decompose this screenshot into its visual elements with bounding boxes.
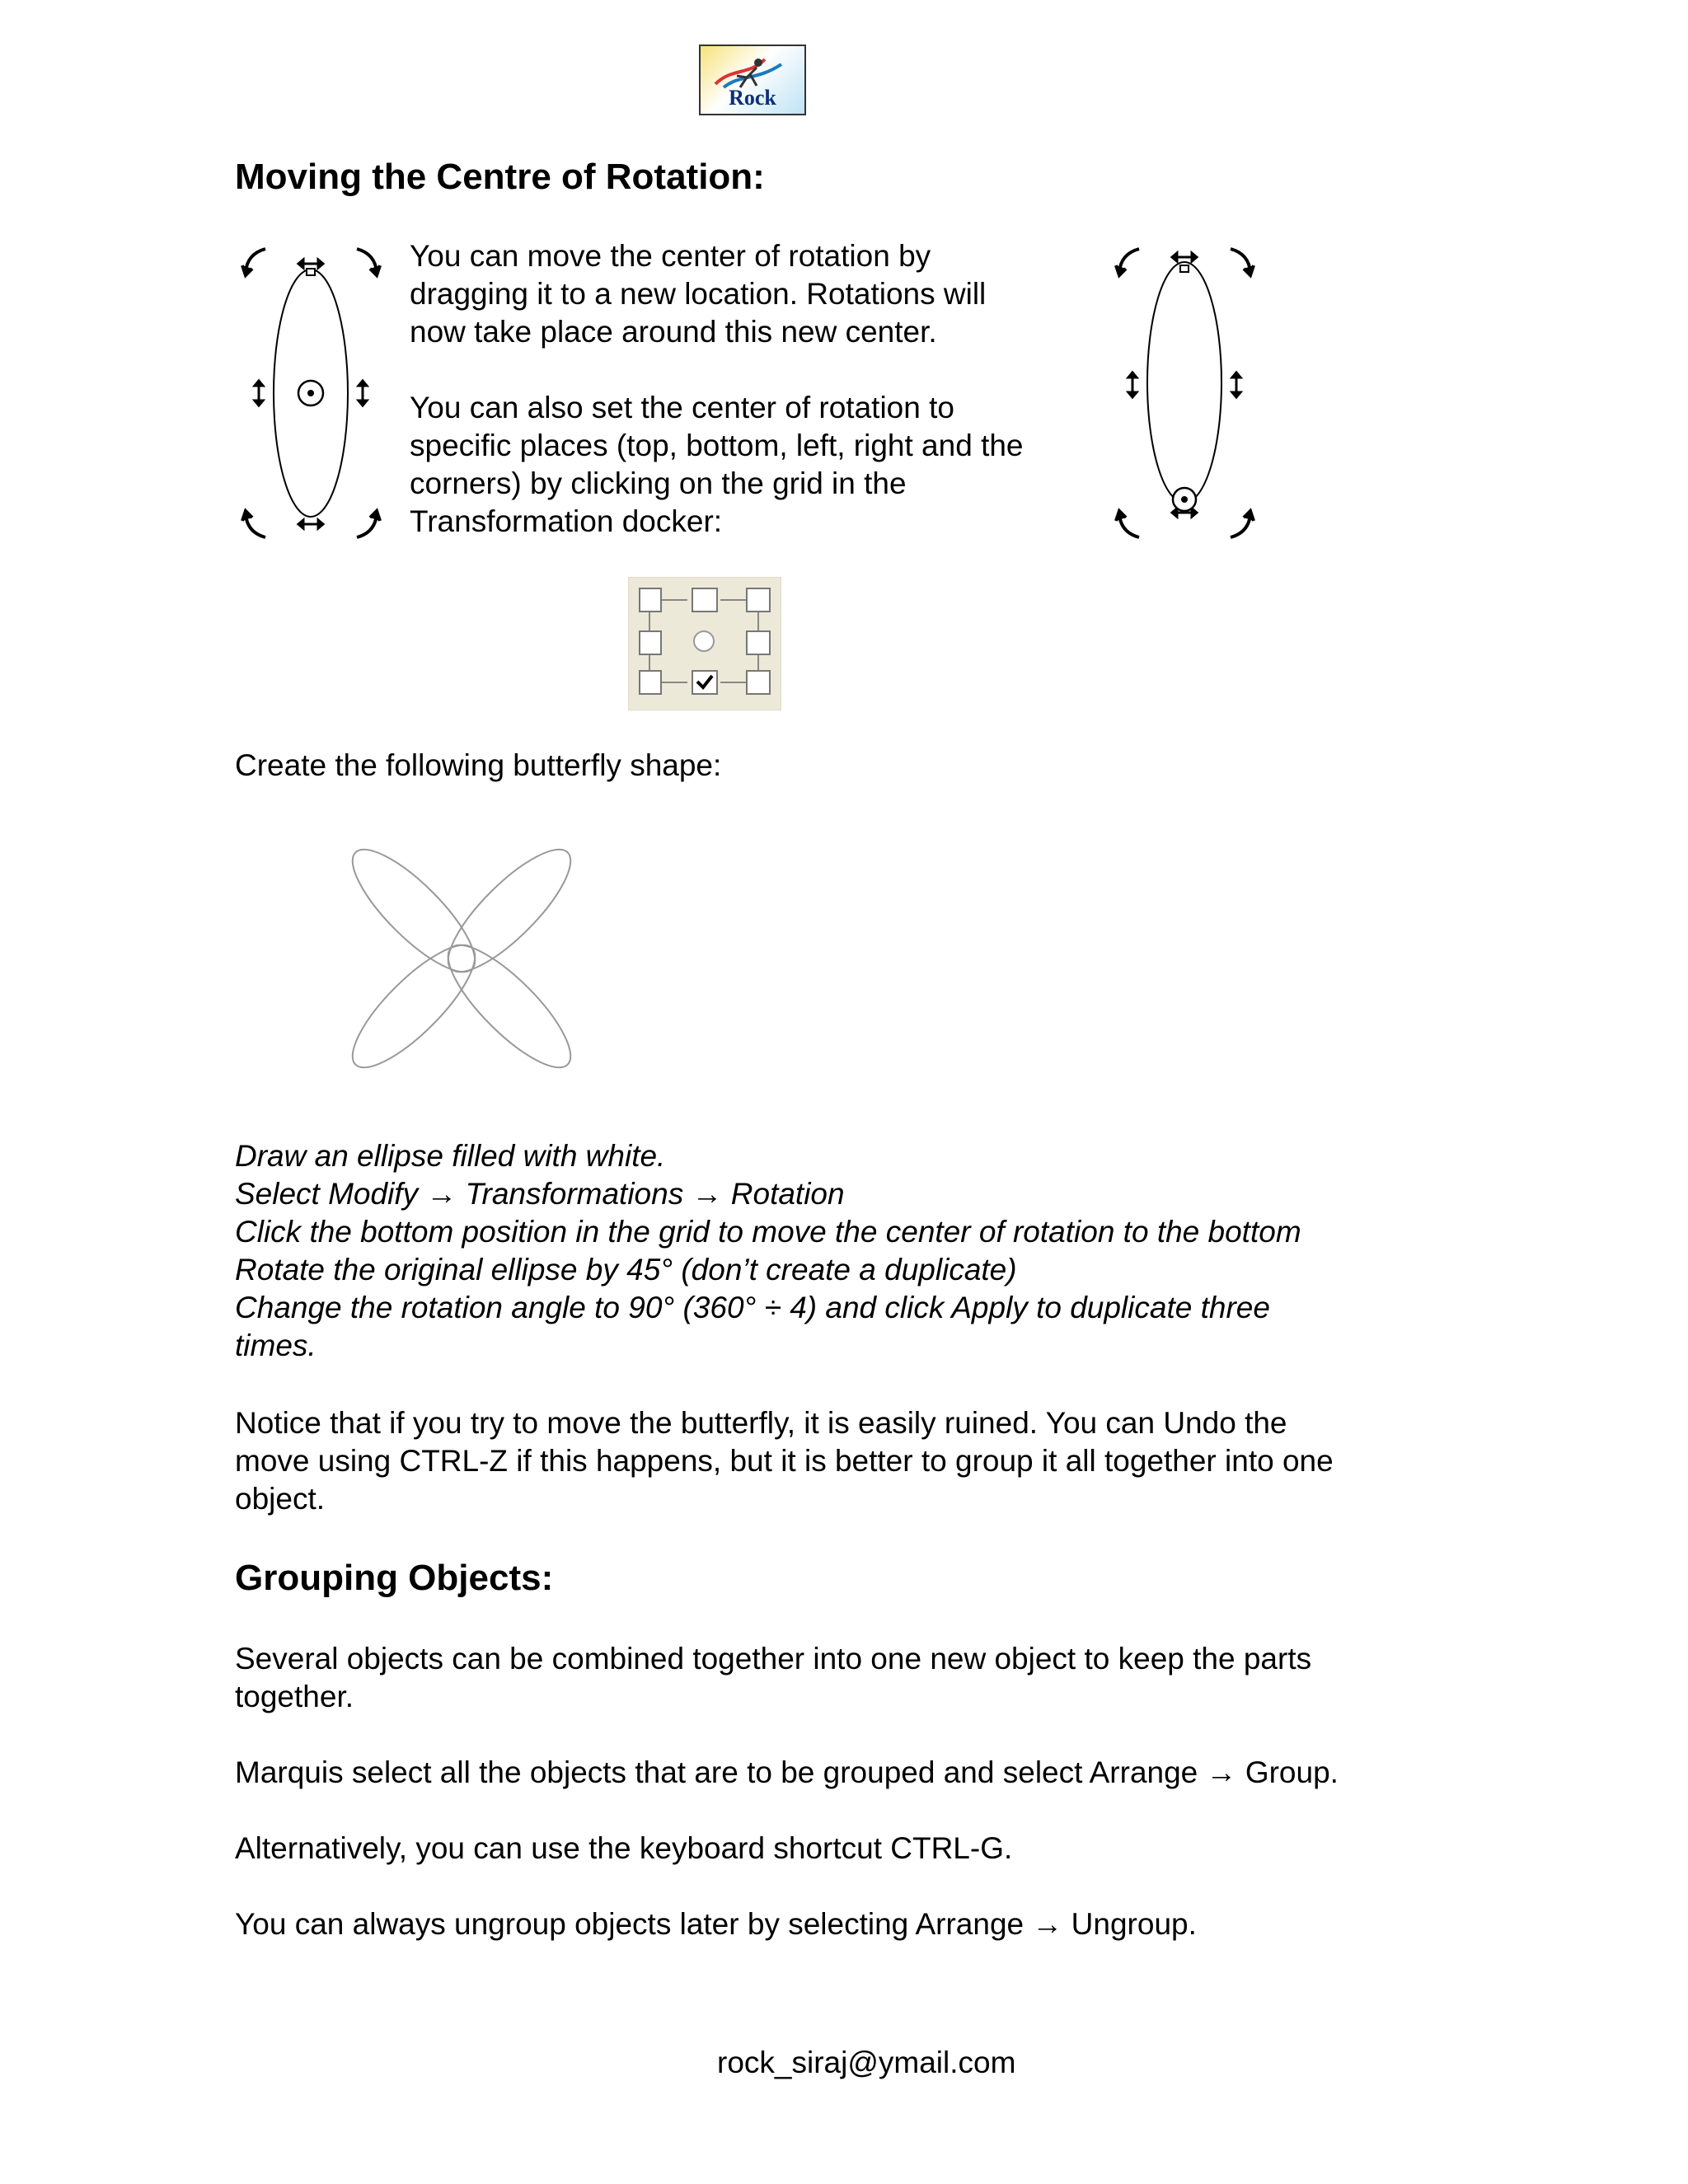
grouping-paragraph-1: Several objects can be combined together into one new object to keep the parts together.	[235, 1642, 1312, 1713]
footer-email: rock_siraj@ymail.com	[717, 2046, 1016, 2079]
step-item: Rotate the original ellipse by 45° (don’t create a duplicate)	[235, 1253, 1017, 1286]
butterfly-intro-text: Create the following butterfly shape:	[235, 748, 722, 782]
center-radio-icon	[694, 631, 714, 651]
notice-paragraph: Notice that if you try to move the butterfly, it is easily ruined. You can Undo the move using CTRL-Z if this happens, but it is better to group it all together into one object.	[235, 1406, 1334, 1516]
rotation-paragraph-1: You can move the center of rotation by dragging it to a new location. Rotations will now take place around this new center.	[410, 239, 987, 349]
step-item: Change the rotation angle to 90° (360° ÷ 4) and click Apply to duplicate three	[235, 1291, 1270, 1324]
grouping-paragraph-2: Marquis select all the objects that are to be grouped and select Arrange → Group.	[235, 1755, 1339, 1789]
butterfly-shape-figure	[330, 820, 602, 1108]
step-item: Click the bottom position in the grid to move the center of rotation to the bottom	[235, 1215, 1301, 1249]
instruction-steps	[235, 1137, 1301, 1365]
section-title-grouping: Grouping Objects:	[235, 1558, 554, 1598]
rotation-paragraph-2: You can also set the center of rotation to specific places (top, bottom, left, right and the corners) by clicking on the grid in the Transformation docker:	[410, 391, 1024, 538]
grouping-paragraph-4: You can always ungroup objects later by selecting Arrange → Ungroup.	[235, 1907, 1197, 1941]
grouping-paragraph-3: Alternatively, you can use the keyboard shortcut CTRL-G.	[235, 1831, 1013, 1865]
section-title-rotation: Moving the Centre of Rotation:	[235, 157, 765, 197]
ellipse-center-rotation-figure	[239, 241, 383, 546]
step-item: Draw an ellipse filled with white.	[235, 1139, 666, 1173]
step-item: times.	[235, 1329, 316, 1362]
rock-logo	[699, 45, 806, 115]
ellipse-bottom-rotation-figure	[1113, 241, 1257, 546]
step-item: Select Modify → Transformations → Rotation	[235, 1177, 845, 1211]
logo-text: Rock	[729, 86, 776, 110]
transformation-position-grid[interactable]	[628, 577, 781, 710]
